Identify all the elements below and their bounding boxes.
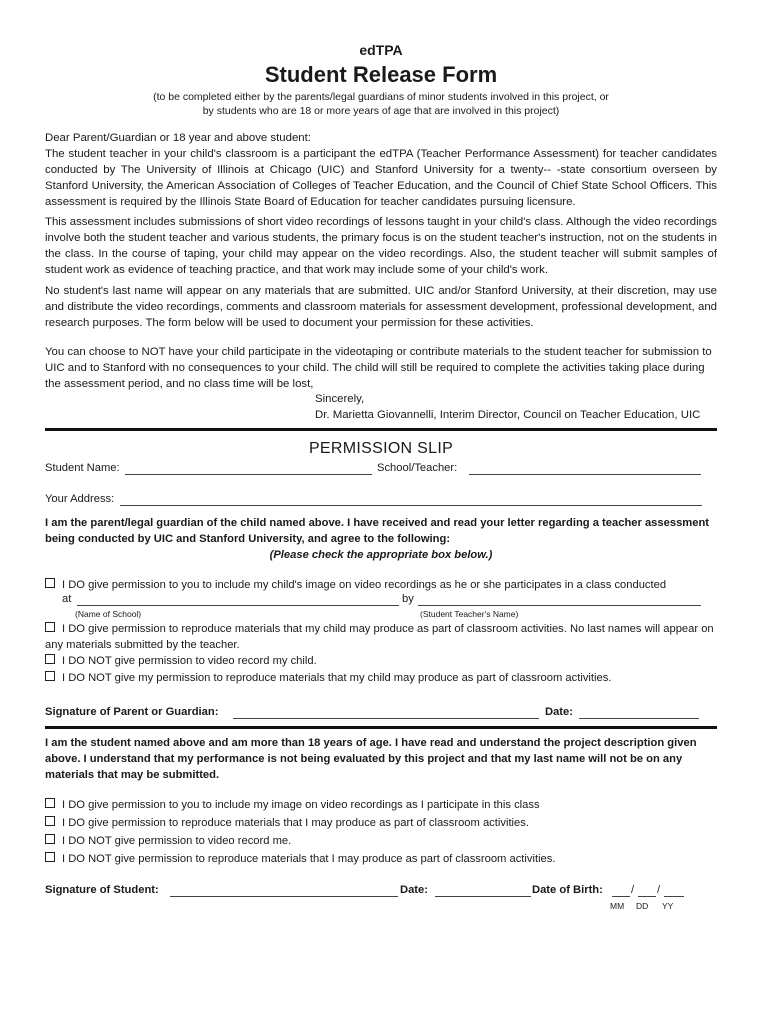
parent-option-no-materials [45, 670, 717, 686]
dob-label: Date of Birth: [532, 884, 603, 896]
subtitle-line-1: (to be completed either by the parents/legal guardians of minor students involved in this project, or [153, 91, 609, 103]
school-caption: (Name of School) [75, 609, 142, 619]
teacher-name-field[interactable] [418, 593, 701, 606]
checkbox-parent-no-materials[interactable] [45, 671, 55, 681]
parent-signature-field[interactable] [233, 706, 539, 719]
parent-option-3-text: I DO NOT give permission to video record my child. [62, 655, 317, 667]
school-teacher-field[interactable] [469, 462, 701, 475]
letter-paragraph-1: The student teacher in your child's classroom is a participant the edTPA (Teacher Performance Assessment) for teacher candidates conducted by The University of Illinois at Chicago (UIC) and Stanford University for a twenty-- -state consortium overseen by Stanford University, the American Association of Colleges of Teacher Education, and the Council of Chief State School Officers. This assessment is required by the Illinois State Board of Education for teacher candidates pursuing licensure. [45, 148, 717, 208]
parent-option-no-video [45, 653, 717, 669]
checkbox-student-no-video[interactable] [45, 834, 55, 844]
by-label: by [402, 593, 414, 605]
student-statement: I am the student named above and am more than 18 years of age. I have read and understand the project description given above. I understand that my performance is not being evaluated by this project and that my last name will not be on any materials that may be submitted. [45, 737, 697, 781]
checkbox-student-no-materials[interactable] [45, 852, 55, 862]
address-row [45, 493, 717, 509]
parent-date-field[interactable] [579, 706, 699, 719]
parent-option-1-text: I DO give permission to you to include my child's image on video recordings as he or she participates in a class conducted [62, 579, 667, 591]
address-field[interactable] [120, 493, 702, 506]
student-signature-label: Signature of Student: [45, 884, 159, 896]
parent-option-2-text: I DO give permission to reproduce materials that my child may produce as part of classroom activities. No last names will appear on any materials submitted by the teacher. [45, 623, 714, 651]
student-option-4-text: I DO NOT give permission to reproduce materials that I may produce as part of classroom activities. [62, 853, 556, 865]
dob-month-field[interactable] [612, 884, 630, 897]
student-option-materials [45, 815, 717, 831]
letter-sign-off [315, 391, 725, 423]
dob-mm-caption: MM [610, 901, 625, 911]
student-date-label: Date: [400, 884, 428, 896]
dob-slash-1: / [631, 884, 635, 896]
student-date-field[interactable] [435, 884, 531, 897]
letter-paragraph-2: This assessment includes submissions of short video recordings of lessons taught in your child's class. Although the video recordings involve both the student teacher and various students, the primary focus is on the student teacher's instruction, not on the students in the class. In the course of taping, your child may appear on the video recordings. Also, the student teacher will submit samples of student work as evidence of teaching practice, and that work may include some of your child's work. [45, 216, 717, 276]
subtitle-line-2: by students who are 18 or more years of age that are involved in this project) [202, 105, 560, 117]
letter-paragraph-3: No student's last name will appear on any materials that are submitted. UIC and/or Stanford University, at their discretion, may use and distribute the video recordings, comments and classroom materials for assessment development, professional development, and research purposes. The form below will be used to document your permission for these activities. [45, 285, 717, 329]
dob-slash-2: / [657, 884, 661, 896]
checkbox-parent-no-video[interactable] [45, 654, 55, 664]
dob-dd-caption: DD [636, 901, 649, 911]
student-name-row [45, 462, 717, 478]
checkbox-parent-image[interactable] [45, 578, 55, 588]
checkbox-student-materials[interactable] [45, 816, 55, 826]
teacher-caption: (Student Teacher's Name) [420, 609, 519, 619]
section-divider-top [45, 428, 717, 431]
parent-instruction: (Please check the appropriate box below.) [269, 549, 493, 561]
parent-signature-row [45, 706, 717, 722]
at-label: at [62, 593, 72, 605]
section-divider-bottom [45, 726, 717, 729]
school-teacher-label: School/Teacher: [377, 462, 458, 474]
student-option-no-video [45, 833, 717, 849]
brand-heading: edTPA [359, 42, 403, 58]
salutation: Dear Parent/Guardian or 18 year and above student: [45, 132, 311, 144]
student-signature-row [45, 884, 717, 900]
closing: Sincerely, [315, 393, 365, 405]
parent-statement-block [45, 515, 717, 563]
school-name-field[interactable] [77, 593, 399, 606]
address-label: Your Address: [45, 493, 115, 505]
letter-paragraph-4: You can choose to NOT have your child participate in the videotaping or contribute materials to the student teacher for submission to UIC and to Stanford with no consequences to your child. The child will still be required to complete the activities taking place during the assessment period, and no class time will be lost, [45, 346, 712, 390]
dob-day-field[interactable] [638, 884, 656, 897]
form-title: Student Release Form [264, 62, 498, 87]
permission-slip-title: PERMISSION SLIP [308, 440, 454, 457]
student-option-image [45, 797, 717, 813]
parent-signature-label: Signature of Parent or Guardian: [45, 706, 219, 718]
parent-statement: I am the parent/legal guardian of the child named above. I have received and read your letter regarding a teacher assessment being conducted by UIC and Stanford University, and agree to the following: [45, 517, 710, 545]
parent-option-materials [45, 621, 717, 653]
student-name-field[interactable] [125, 462, 372, 475]
parent-date-label: Date: [545, 706, 573, 718]
student-option-1-text: I DO give permission to you to include my image on video recordings as I participate in this class [62, 799, 540, 811]
parent-option-image [45, 577, 717, 593]
school-teacher-fill-row [45, 593, 717, 609]
student-option-no-materials [45, 851, 717, 867]
form-subtitle [105, 90, 657, 118]
student-option-2-text: I DO give permission to reproduce materials that I may produce as part of classroom activities. [62, 817, 529, 829]
student-name-label: Student Name: [45, 462, 120, 474]
letter-intro [45, 130, 717, 210]
student-option-3-text: I DO NOT give permission to video record me. [62, 835, 292, 847]
checkbox-parent-materials[interactable] [45, 622, 55, 632]
checkbox-student-image[interactable] [45, 798, 55, 808]
signer: Dr. Marietta Giovannelli, Interim Director, Council on Teacher Education, UIC [315, 409, 701, 421]
dob-year-field[interactable] [664, 884, 684, 897]
dob-yy-caption: YY [662, 901, 674, 911]
student-signature-field[interactable] [170, 884, 398, 897]
parent-option-4-text: I DO NOT give my permission to reproduce materials that my child may produce as part of classroom activities. [62, 672, 612, 684]
